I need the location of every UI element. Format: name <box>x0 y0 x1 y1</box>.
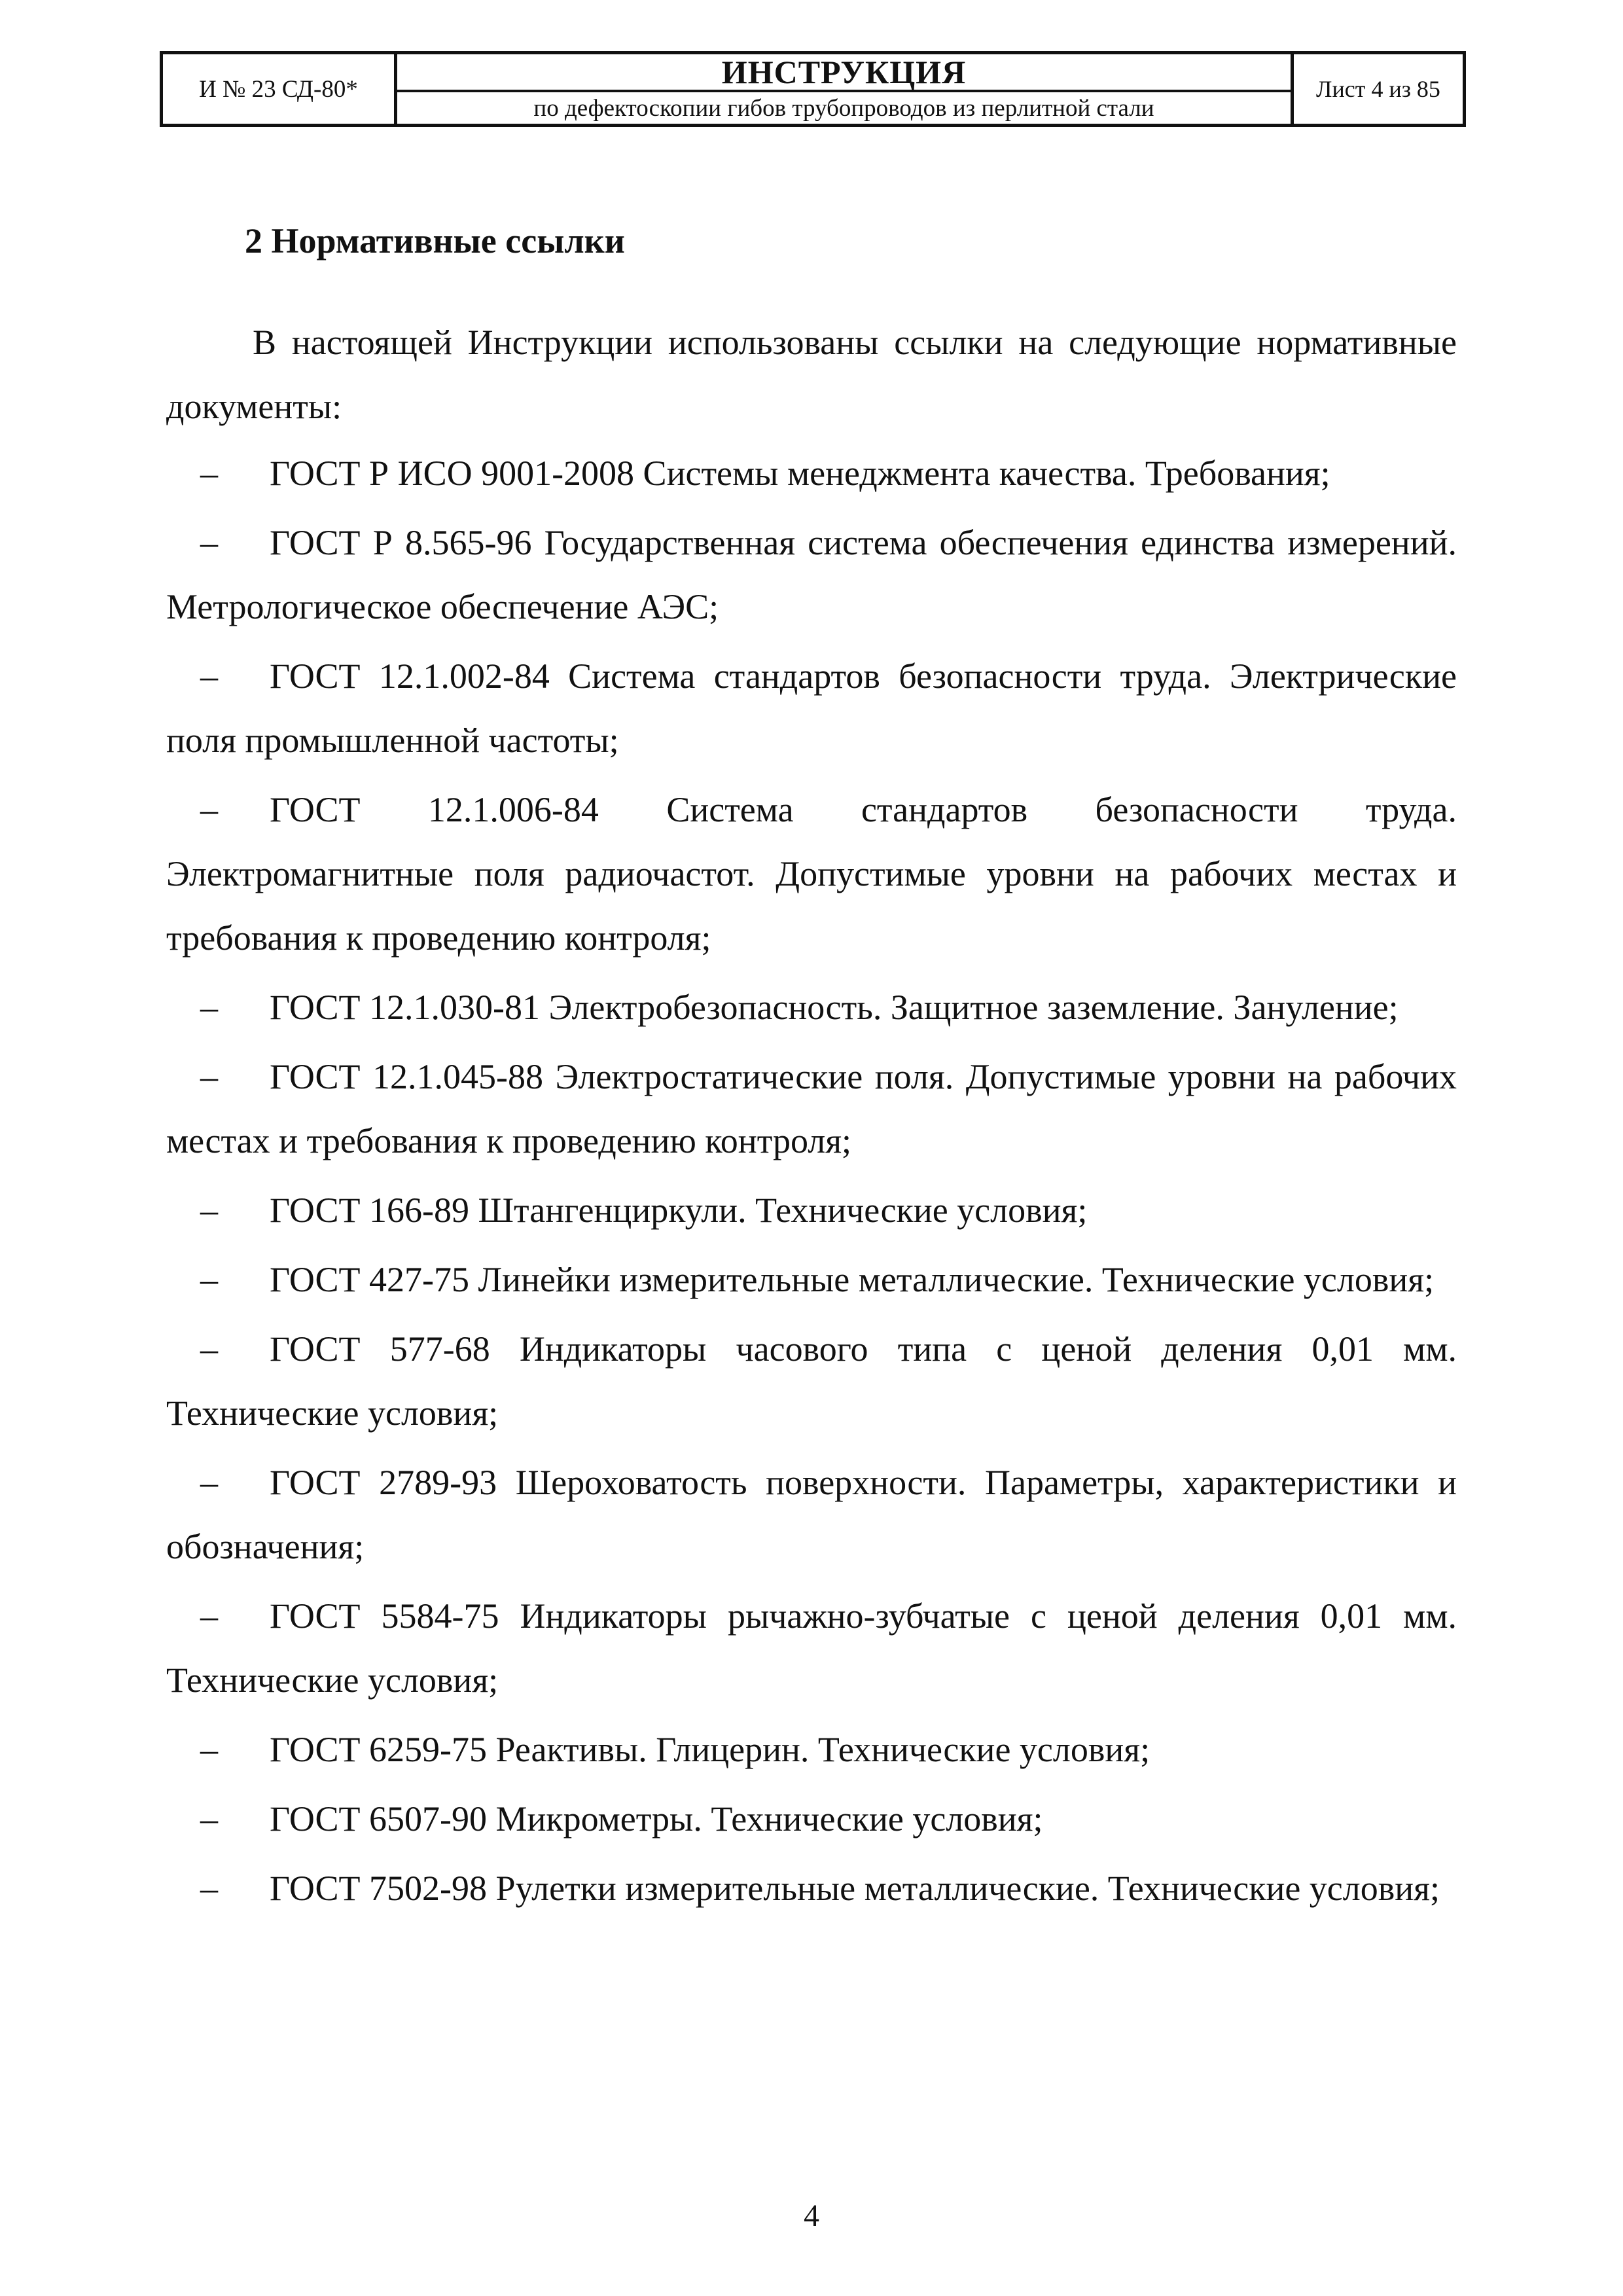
bullet-dash: – <box>200 988 218 1027</box>
reference-item <box>166 1448 1457 1581</box>
bullet-dash: – <box>200 1463 218 1502</box>
reference-item <box>166 1784 1457 1854</box>
reference-text: ГОСТ Р 8.565-96 Государственная система обеспечения единства измерений. Метрологическое обеспечение АЭС; <box>166 523 1457 626</box>
bullet-dash: – <box>200 1869 218 1908</box>
bullet-dash: – <box>200 1730 218 1769</box>
document-code: И № 23 СД-80* <box>163 54 397 124</box>
reference-item <box>166 1715 1457 1784</box>
reference-text: ГОСТ 427-75 Линейки измерительные металлические. Технические условия; <box>270 1260 1435 1299</box>
reference-item <box>166 641 1457 775</box>
document-subtitle: по дефектоскопии гибов трубопроводов из перлитной стали <box>533 94 1154 122</box>
document-body <box>166 208 1457 1923</box>
reference-text: ГОСТ 2789-93 Шероховатость поверхности. Параметры, характеристики и обозначения; <box>166 1463 1457 1566</box>
reference-text: ГОСТ 6259-75 Реактивы. Глицерин. Технические условия; <box>270 1730 1150 1769</box>
bullet-dash: – <box>200 790 218 829</box>
bullet-dash: – <box>200 1057 218 1096</box>
header-title-block <box>397 54 1294 124</box>
intro-paragraph: В настоящей Инструкции использованы ссылки на следующие нормативные документы: <box>166 323 1457 426</box>
bullet-dash: – <box>200 1596 218 1636</box>
reference-item <box>166 1854 1457 1923</box>
reference-text: ГОСТ 12.1.045-88 Электростатические поля. Допустимые уровни на рабочих местах и требования к проведению контроля; <box>166 1057 1457 1160</box>
reference-text: ГОСТ Р ИСО 9001-2008 Системы менеджмента качества. Требования; <box>270 454 1330 493</box>
bullet-dash: – <box>200 454 218 493</box>
reference-text: ГОСТ 5584-75 Индикаторы рычажно-зубчатые с ценой деления 0,01 мм. Технические условия; <box>166 1596 1457 1700</box>
reference-text: ГОСТ 7502-98 Рулетки измерительные металлические. Технические условия; <box>270 1869 1440 1908</box>
section-heading: 2 Нормативные ссылки <box>245 221 625 260</box>
reference-item <box>166 1245 1457 1314</box>
reference-text: ГОСТ 12.1.002-84 Система стандартов безопасности труда. Электрические поля промышленной частоты; <box>166 656 1457 760</box>
reference-item <box>166 1175 1457 1245</box>
reference-item <box>166 1581 1457 1715</box>
reference-item <box>166 775 1457 973</box>
page-number: 4 <box>804 2198 819 2233</box>
bullet-dash: – <box>200 1191 218 1230</box>
reference-text: ГОСТ 12.1.006-84 Система стандартов безопасности труда. Электромагнитные поля радиочастот. Допустимые уровни на рабочих местах и требования к проведению контроля; <box>166 790 1457 958</box>
bullet-dash: – <box>200 1260 218 1299</box>
reference-item <box>166 1042 1457 1175</box>
reference-item <box>166 439 1457 508</box>
references-list <box>166 439 1457 1923</box>
reference-item <box>166 1314 1457 1448</box>
reference-text: ГОСТ 6507-90 Микрометры. Технические условия; <box>270 1799 1043 1839</box>
sheet-counter: Лист 4 из 85 <box>1316 76 1440 102</box>
bullet-dash: – <box>200 1799 218 1839</box>
reference-item <box>166 508 1457 641</box>
reference-text: ГОСТ 166-89 Штангенциркули. Технические условия; <box>270 1191 1088 1230</box>
reference-text: ГОСТ 577-68 Индикаторы часового типа с ценой деления 0,01 мм. Технические условия; <box>166 1329 1457 1433</box>
reference-item <box>166 973 1457 1042</box>
bullet-dash: – <box>200 523 218 562</box>
bullet-dash: – <box>200 656 218 696</box>
document-header-table <box>160 51 1466 127</box>
reference-text: ГОСТ 12.1.030-81 Электробезопасность. Защитное заземление. Зануление; <box>270 988 1399 1027</box>
bullet-dash: – <box>200 1329 218 1369</box>
document-title: ИНСТРУКЦИЯ <box>397 54 1291 92</box>
